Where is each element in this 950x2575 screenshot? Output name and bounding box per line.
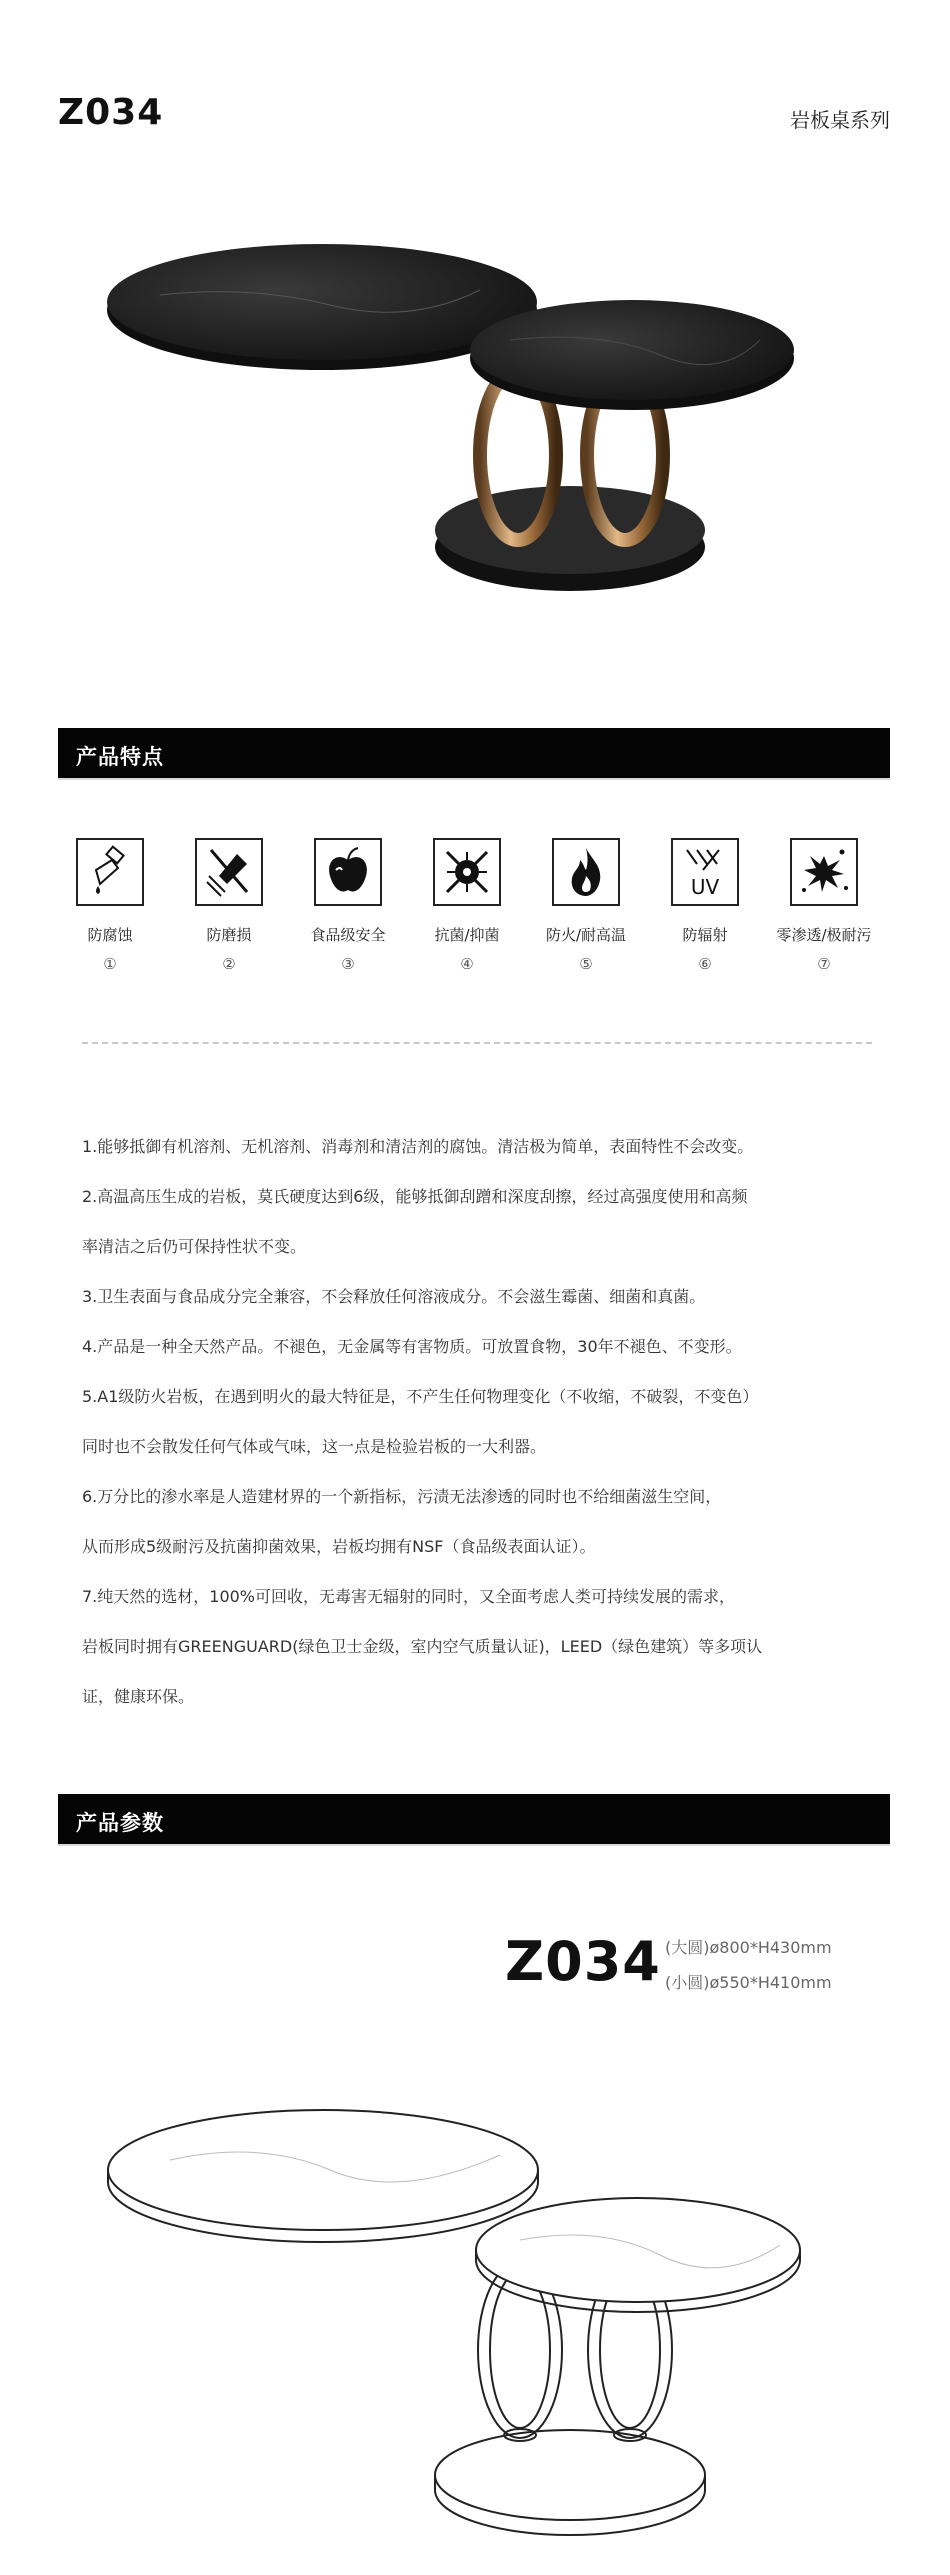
uv-icon bbox=[671, 838, 739, 906]
feature-label: 防腐蚀 bbox=[87, 926, 133, 944]
params-section-title: 产品参数 bbox=[76, 1811, 164, 1835]
feature-label: 防磨损 bbox=[206, 926, 252, 944]
series-name: 岩板桌系列 bbox=[790, 108, 890, 132]
feature-item bbox=[764, 838, 884, 973]
feature-text-line: 4.产品是一种全天然产品。不褪色，无金属等有害物质。可放置食物，30年不褪色、不变形。 bbox=[82, 1337, 742, 1356]
feature-text-line: 岩板同时拥有GREENGUARD(绿色卫士金级，室内空气质量认证)，LEED（绿色建筑）等多项认 bbox=[82, 1637, 763, 1656]
feature-item bbox=[645, 838, 765, 973]
anti-wear-icon bbox=[195, 838, 263, 906]
product-code: Z034 bbox=[58, 92, 164, 133]
feature-text-line: 5.A1级防火岩板，在遇到明火的最大特征是，不产生任何物理变化（不收缩，不破裂，不变色） bbox=[82, 1387, 759, 1406]
feature-item bbox=[526, 838, 646, 973]
dimension-small: (小圆)ø550*H410mm bbox=[665, 1973, 832, 1992]
feature-text-line: 从而形成5级耐污及抗菌抑菌效果，岩板均拥有NSF（食品级表面认证）。 bbox=[82, 1537, 596, 1556]
antibacterial-icon bbox=[433, 838, 501, 906]
feature-label: 防火/耐高温 bbox=[545, 926, 627, 944]
feature-text-line: 证，健康环保。 bbox=[82, 1687, 195, 1706]
param-product-code: Z034 bbox=[505, 1930, 661, 1993]
feature-label: 零渗透/极耐污 bbox=[776, 926, 872, 944]
features-section-header bbox=[58, 728, 890, 780]
features-section-title: 产品特点 bbox=[76, 745, 164, 769]
svg-text:UV: UV bbox=[690, 875, 720, 899]
feature-text-line: 率清洁之后仍可保持性状不变。 bbox=[82, 1237, 307, 1256]
feature-text-line: 同时也不会散发任何气体或气味，这一点是检验岩板的一大利器。 bbox=[82, 1437, 547, 1456]
dimension-large: (大圆)ø800*H430mm bbox=[665, 1938, 832, 1957]
feature-icons-row bbox=[58, 838, 890, 988]
feature-label: 抗菌/抑菌 bbox=[434, 926, 500, 944]
feature-number: ① bbox=[103, 955, 117, 973]
feature-label: 食品级安全 bbox=[310, 926, 386, 944]
product-line-drawing bbox=[0, 2040, 950, 2560]
feature-text-line: 2.高温高压生成的岩板，莫氏硬度达到6级，能够抵御刮蹭和深度刮擦，经过高强度使用和高频 bbox=[82, 1187, 748, 1206]
feature-number: ② bbox=[222, 955, 236, 973]
product-photo bbox=[0, 190, 950, 690]
feature-text-line: 3.卫生表面与食品成分完全兼容，不会释放任何溶液成分。不会滋生霉菌、细菌和真菌。 bbox=[82, 1287, 706, 1306]
feature-item bbox=[288, 838, 408, 973]
anti-corrosion-icon bbox=[76, 838, 144, 906]
feature-item bbox=[407, 838, 527, 973]
params-section-header bbox=[58, 1794, 890, 1846]
divider bbox=[82, 1042, 872, 1044]
feature-number: ⑤ bbox=[579, 955, 593, 973]
food-safe-apple-icon bbox=[314, 838, 382, 906]
feature-number: ③ bbox=[341, 955, 355, 973]
feature-number: ⑥ bbox=[698, 955, 712, 973]
feature-text-line: 1.能够抵御有机溶剂、无机溶剂、消毒剂和清洁剂的腐蚀。清洁极为简单，表面特性不会改变。 bbox=[82, 1137, 754, 1156]
feature-number: ④ bbox=[460, 955, 474, 973]
feature-label: 防辐射 bbox=[682, 926, 728, 944]
feature-description bbox=[82, 1122, 882, 1722]
feature-text-line: 6.万分比的渗水率是人造建材界的一个新指标，污渍无法渗透的同时也不给细菌滋生空间， bbox=[82, 1487, 722, 1506]
stain-splash-icon bbox=[790, 838, 858, 906]
fire-icon bbox=[552, 838, 620, 906]
feature-number: ⑦ bbox=[817, 955, 831, 973]
feature-text-line: 7.纯天然的选材，100%可回收，无毒害无辐射的同时，又全面考虑人类可持续发展的需求， bbox=[82, 1587, 736, 1606]
feature-item bbox=[50, 838, 170, 973]
feature-item bbox=[169, 838, 289, 973]
